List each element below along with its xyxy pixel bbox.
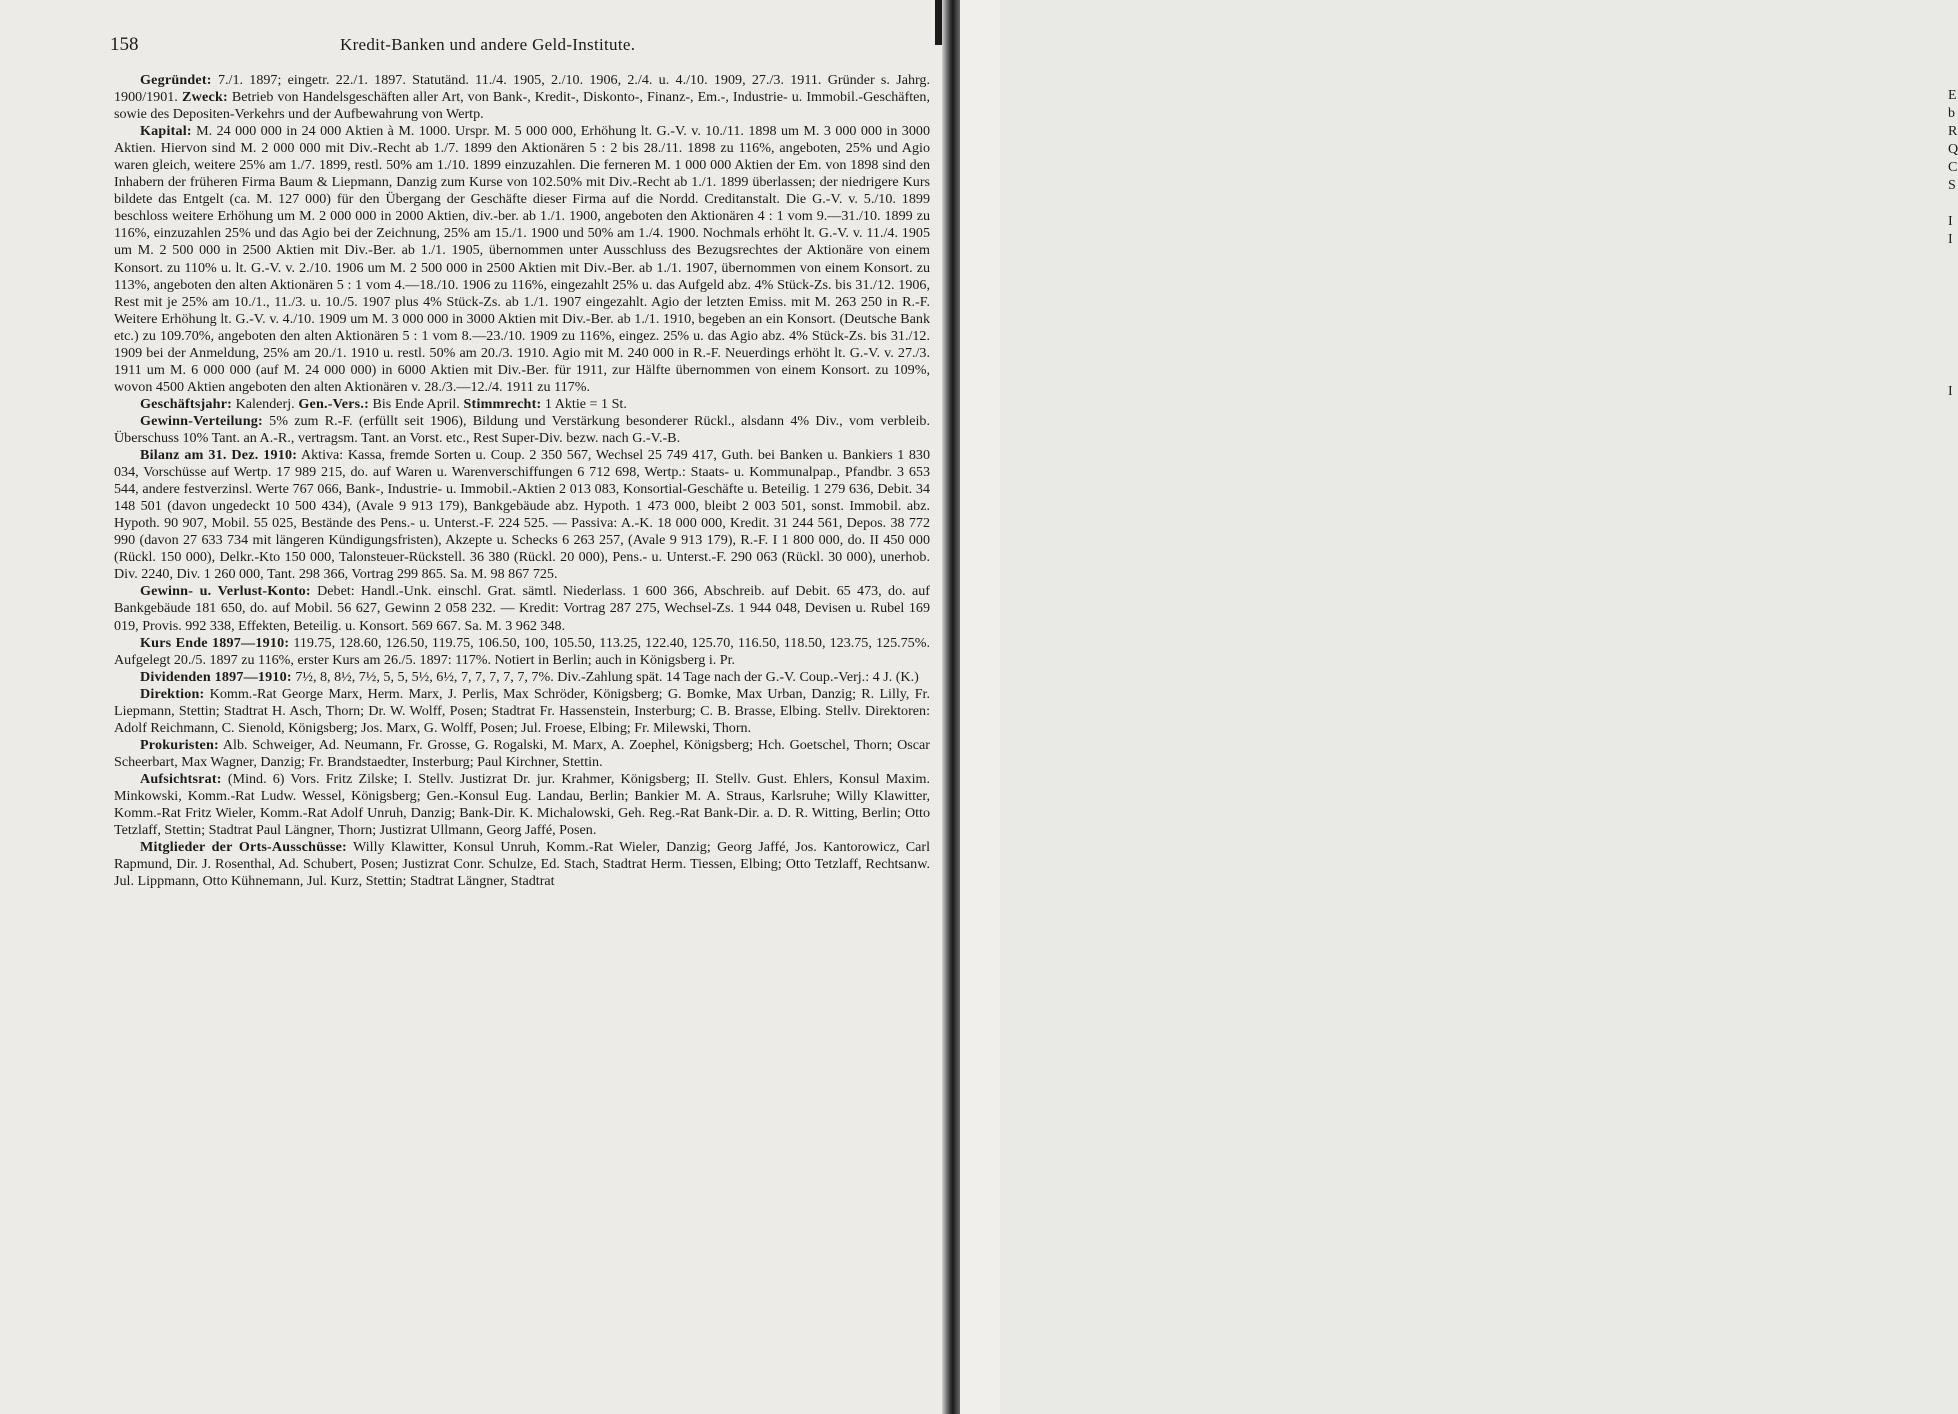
label-gewinn-verlust: Gewinn- u. Verlust-Konto: xyxy=(140,583,311,600)
paragraph-aufsichtsrat xyxy=(114,771,930,839)
paragraph-orts-ausschuesse xyxy=(114,839,930,890)
text-orts-ausschuesse: Willy Klawitter, Konsul Unruh, Komm.-Rat Wieler, Danzig; Georg Jaffé, Jos. Kantorowicz, Carl Rapmund, Dir. J. Rosenthal, Ad. Schubert, Posen; Justizrat Conr. Schulze, Ed. Stach, Stadtrat Herm. Tiessen, Elbing; Otto Tetzlaff, Rechtsanw. Jul. Lippmann, Otto Kühnemann, Jul. Kurz, Stettin; Stadtrat Längner, Stadtrat xyxy=(114,839,930,890)
paragraph-dividenden xyxy=(114,669,930,686)
edge-letter: I xyxy=(1948,384,1953,399)
edge-letter: R xyxy=(1948,124,1958,139)
paragraph-gewinn-verteilung xyxy=(114,413,930,447)
text-gewinn-verteilung: 5% zum R.-F. (erfüllt seit 1906), Bildung und Verstärkung besonderer Rückl., alsdann 4% Div., vom verbleib. Überschuss 10% Tant. an A.-R., vertragsm. Tant. an Vorst. etc., Rest Super-Div. bezw. nach G.-V.-B. xyxy=(114,412,930,446)
label-geschaeftsjahr: Geschäftsjahr: xyxy=(140,395,233,412)
paragraph-gegruendet xyxy=(114,72,930,123)
text-prokuristen: Alb. Schweiger, Ad. Neumann, Fr. Grosse, G. Rogalski, M. Marx, A. Zoephel, Königsberg; Hch. Goetschel, Thorn; Oscar Scheerbart, Max Wagner, Danzig; Fr. Brandstaedter, Insterburg; Paul Kirchner, Stettin. xyxy=(114,736,930,770)
edge-letter: b xyxy=(1948,106,1955,121)
edge-letter: I xyxy=(1948,214,1953,229)
label-kurs: Kurs Ende 1897—1910: xyxy=(140,634,290,651)
text-bilanz: Aktiva: Kassa, fremde Sorten u. Coup. 2 350 567, Wechsel 25 749 417, Guth. bei Banken u. Bankiers 1 830 034, Vorschüsse auf Wertp. 17 989 215, do. auf Waren u. Warenverschiffungen 6 712 698, Wertp.: Staats- u. Kommunalpap., Pfandbr. 3 653 544, andere festverzinsl. Werte 767 066, Bank-, Industrie- u. Immobil.-Aktien 2 013 083, Konsortial-Geschäfte u. Beteilig. 1 279 636, Debit. 34 148 501 (davon ungedeckt 10 500 434), (Avale 9 913 179), Bankgebäude abz. Hypoth. 1 473 000, bleibt 2 003 501, sonst. Immobil. abz. Hypoth. 90 907, Mobil. 55 025, Bestände des Pens.- u. Unterst.-F. 224 525. — Passiva: A.-K. 18 000 000, Kredit. 31 244 561, Depos. 38 772 990 (davon 27 633 734 mit längeren Kündigungsfristen), Akzepte u. Schecks 6 263 257, (Avale 9 913 179), R.-F. I 1 800 000, do. II 450 000 (Rückl. 150 000), Delkr.-Kto 150 000, Talonsteuer-Rückstell. 36 380 (Rückl. 20 000), Pens.- u. Unterst.-F. 290 063 (Rückl. 30 000), unerhob. Div. 2240, Div. 1 260 000, Tant. 298 366, Vortrag 299 865. Sa. M. 98 867 725. xyxy=(114,447,930,583)
text-stimmrecht: 1 Aktie = 1 St. xyxy=(541,395,627,412)
label-stimmrecht: Stimmrecht: xyxy=(459,395,542,412)
adjacent-page-edge xyxy=(960,0,1958,1414)
edge-letter: E xyxy=(1948,88,1957,103)
book-gutter xyxy=(942,0,960,1414)
label-bilanz: Bilanz am 31. Dez. 1910: xyxy=(140,447,298,464)
text-gen-vers: Bis Ende April. xyxy=(368,395,460,412)
page-header xyxy=(110,34,940,56)
paragraph-geschaeftsjahr xyxy=(114,396,930,413)
text-kapital: M. 24 000 000 in 24 000 Aktien à M. 1000. Urspr. M. 5 000 000, Erhöhung lt. G.-V. v. 10./11. 1898 um M. 3 000 000 in 3000 Aktien. Hiervon sind M. 2 000 000 mit Div.-Recht ab 1./7. 1899 den Aktionären 5 : 2 bis 28./11. 1898 zu 116%, angeboten, 25% und Agio waren gleich, weitere 25% am 1./7. 1899, restl. 50% am 1./10. 1899 einzuzahlen. Die ferneren M. 1 000 000 Aktien der Em. von 1898 sind den Inhabern der früheren Firma Baum & Liepmann, Danzig zum Kurse von 102.50% mit Div.-Recht ab 1./1. 1899 überlassen; der niedrigere Kurs bildete das Entgelt (ca. M. 127 000) für den Übergang der Geschäfte dieser Firma auf die Nordd. Creditanstalt. Die G.-V. v. 5./10. 1899 beschloss weitere Erhöhung um M. 2 000 000 in 2000 Aktien, div.-ber. ab 1./1. 1900, angeboten den Aktionären 4 : 1 vom 9.—31./10. 1899 zu 116%, einzuzahlen 25% und das Agio bei der Zeichnung, 25% am 15./1. 1900 und 50% am 1./4. 1900. Nochmals erhöht lt. G.-V. v. 11./4. 1905 um M. 2 500 000 in 2500 Aktien mit Div.-Ber. ab 1./1. 1905, übernommen unter Ausschluss des Bezugsrechtes der Aktionäre von einem Konsort. zu 110% u. lt. G.-V. v. 2./10. 1906 um M. 2 500 000 in 2500 Aktien mit Div.-Ber. ab 1./1. 1907, übernommen von einem Konsort. zu 113%, angeboten den alten Aktionären 5 : 1 vom 4.—18./10. 1906 zu 116%, eingezahlt 25% u. das Aufgeld abz. 4% Stück-Zs. bis 31./12. 1906, Rest mit je 25% am 10./1., 11./3. u. 10./5. 1907 plus 4% Stück-Zs. ab 1./1. 1907 eingezahlt. Agio der letzten Emiss. mit M. 263 250 in R.-F. Weitere Erhöhung lt. G.-V. v. 4./10. 1909 um M. 3 000 000 in 3000 Aktien mit Div.-Ber. ab 1./1. 1910, begeben an ein Konsort. (Deutsche Bank etc.) zu 109.70%, angeboten den alten Aktionären 5 : 1 vom 8.—23./10. 1909 zu 116%, eingez. 25% u. das Agio abz. 4% Stück-Zs. bis 31./12. 1909 bei der Anmeldung, 25% am 20./1. 1910 u. restl. 50% am 20./3. 1910. Agio mit M. 240 000 in R.-F. Neuerdings erhöht lt. G.-V. v. 27./3. 1911 um M. 6 000 000 (auf M. 24 000 000) in 6000 Aktien mit Div.-Ber. für 1911, zur Hälfte übernommen von einem Konsort. zu 109%, wovon 4500 Aktien angeboten den alten Aktionären v. 28./3.—12./4. 1911 zu 117%. xyxy=(114,123,930,395)
text-dividenden: 7½, 8, 8½, 7½, 5, 5, 5½, 6½, 7, 7, 7, 7, 7, 7%. Div.-Zahlung spät. 14 Tage nach der G.-V. Coup.-Verj.: 4 J. (K.) xyxy=(291,668,919,685)
paragraph-kapital xyxy=(114,123,930,396)
text-zweck: Betrieb von Handelsgeschäften aller Art, von Bank-, Kredit-, Diskonto-, Finanz-, Em.-, Industrie- u. Immobil.-Geschäften, sowie des Depositen-Verkehrs und der Aufbewahrung von Wertp. xyxy=(114,89,930,123)
text-direktion: Komm.-Rat George Marx, Herm. Marx, J. Perlis, Max Schröder, Königsberg; G. Bomke, Max Urban, Danzig; R. Lilly, Fr. Liepmann, Stettin; Stadtrat H. Asch, Thorn; Dr. W. Wolff, Posen; Stadtrat Fr. Hassenstein, Insterburg; C. B. Brasse, Elbing. Stellv. Direktoren: Adolf Reichmann, C. Sienold, Königsberg; Jos. Marx, G. Wolff, Posen; Jul. Froese, Elbing; Fr. Milewski, Thorn. xyxy=(114,685,930,736)
text-kurs: 119.75, 128.60, 126.50, 119.75, 106.50, 100, 105.50, 113.25, 122.40, 125.70, 116.50, 118.50, 123.75, 125.75%. Aufgelegt 20./5. 1897 zu 116%, erster Kurs am 26./5. 1897: 117%. Notiert in Berlin; auch in Königsberg i. Pr. xyxy=(114,634,930,668)
paragraph-bilanz xyxy=(114,447,930,583)
paragraph-kurs xyxy=(114,635,930,669)
text-gegruendet: 7./1. 1897; eingetr. 22./1. 1897. Statutänd. 11./4. 1905, 2./10. 1906, 2./4. u. 4./10. 1909, 27./3. 1911. Gründer s. Jahrg. 1900/1901. xyxy=(114,72,930,106)
label-aufsichtsrat: Aufsichtsrat: xyxy=(140,770,222,787)
label-direktion: Direktion: xyxy=(140,685,205,702)
paragraph-direktion xyxy=(114,686,930,737)
body-text xyxy=(114,72,930,890)
label-prokuristen: Prokuristen: xyxy=(140,736,219,753)
edge-letter: I xyxy=(1948,232,1953,247)
label-dividenden: Dividenden 1897—1910: xyxy=(140,668,292,685)
paragraph-prokuristen xyxy=(114,737,930,771)
edge-letter: Q xyxy=(1948,142,1958,157)
label-gegruendet: Gegründet: xyxy=(140,72,212,88)
text-aufsichtsrat: (Mind. 6) Vors. Fritz Zilske; I. Stellv. Justizrat Dr. jur. Krahmer, Königsberg; II. Stellv. Gust. Ehlers, Konsul Maxim. Minkowski, Komm.-Rat Ludw. Wessel, Königsberg; Gen.-Konsul Eug. Landau, Berlin; Bankier M. A. Straus, Karlsruhe; Willy Klawitter, Komm.-Rat Fritz Wieler, Komm.-Rat Adolf Unruh, Danzig; Bank-Dir. K. Michalowski, Geh. Reg.-Rat Bank-Dir. a. D. R. Witting, Berlin; Otto Tetzlaff, Stettin; Stadtrat Paul Längner, Thorn; Justizrat Ullmann, Georg Jaffé, Posen. xyxy=(114,770,930,839)
edge-letter: S xyxy=(1948,178,1956,193)
label-zweck: Zweck: xyxy=(177,89,228,106)
paragraph-gewinn-verlust xyxy=(114,583,930,634)
label-orts-ausschuesse: Mitglieder der Orts-Ausschüsse: xyxy=(140,839,347,856)
page-number: 158 xyxy=(110,34,139,55)
running-head: Kredit-Banken und andere Geld-Institute. xyxy=(340,35,636,54)
edge-letter: C xyxy=(1948,160,1958,175)
label-gewinn-verteilung: Gewinn-Verteilung: xyxy=(140,412,263,429)
label-gen-vers: Gen.-Vers.: xyxy=(294,395,369,412)
text-gewinn-verlust: Debet: Handl.-Unk. einschl. Grat. sämtl. Niederlass. 1 600 366, Abschreib. auf Debit. 65 473, do. auf Bankgebäude 181 650, do. auf Mobil. 56 627, Gewinn 2 058 232. — Kredit: Vortrag 287 275, Wechsel-Zs. 1 944 048, Devisen u. Rubel 169 019, Provis. 992 338, Effekten, Beteilig. u. Konsort. 569 667. Sa. M. 3 962 348. xyxy=(114,583,930,634)
text-geschaeftsjahr: Kalenderj. xyxy=(232,395,295,412)
label-kapital: Kapital: xyxy=(140,123,192,140)
